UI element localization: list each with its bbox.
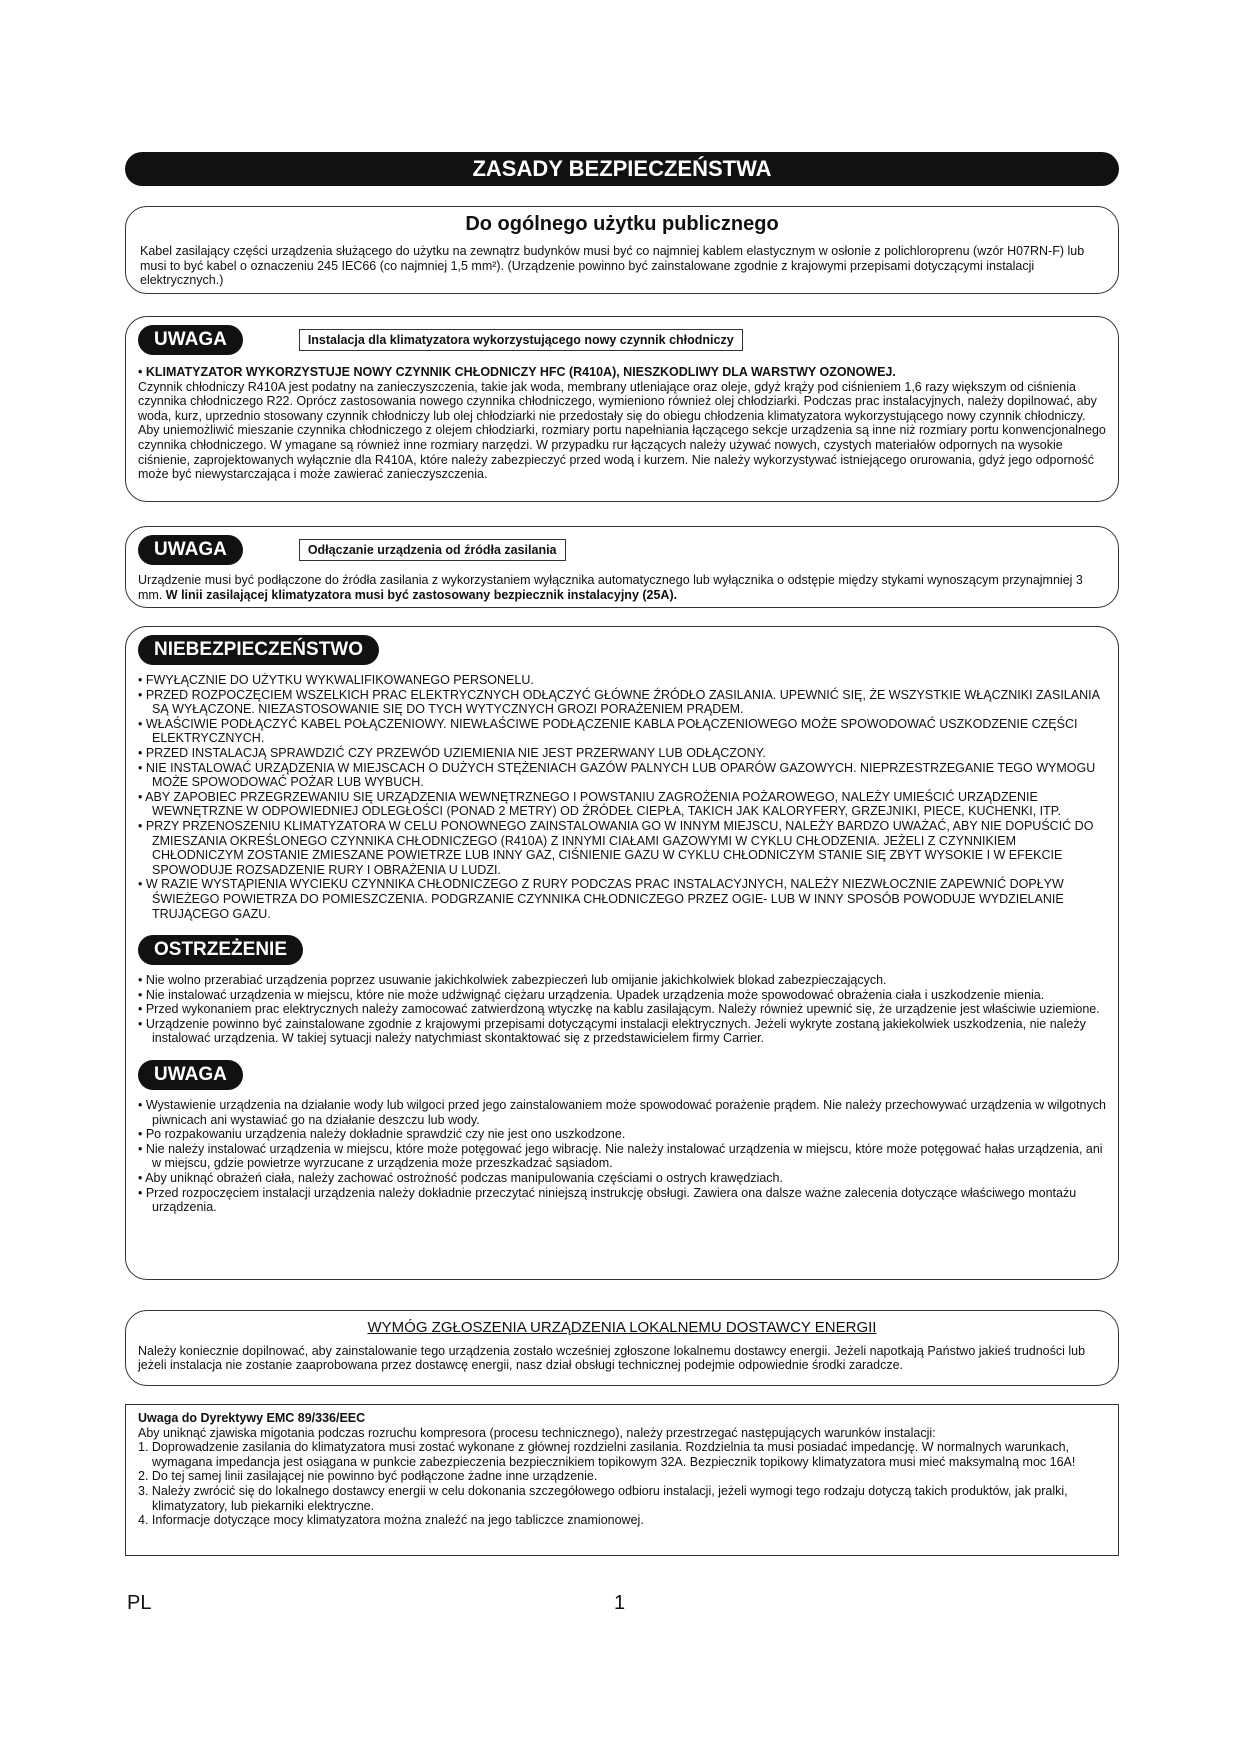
caution-headline: • KLIMATYZATOR WYKORZYSTUJE NOWY CZYNNIK CHŁODNICZY HFC (R410A), NIESZKODLIWY DLA WARSTWY OZONOWEJ.	[138, 365, 896, 379]
danger-item: • W RAZIE WYSTĄPIENIA WYCIEKU CZYNNIKA CHŁODNICZEGO Z RURY PODCZAS PRAC INSTALACYJNYCH, NALEŻY NIEZWŁOCZNIE ZAPEWNIĆ DOPŁYW ŚWIEŻEGO POWIETRZA DO POMIESZCZENIA. PODGRZANIE CZYNNIKA CHŁODNICZEGO PRZEZ OGIE- LUB W INNY SPOSÓB POWODUJE WYDZIELANIE TRUJĄCEGO GAZU.	[138, 877, 1064, 921]
caution-badge: UWAGA	[138, 535, 243, 565]
warning-list	[138, 973, 1106, 1046]
caution-text	[138, 573, 1106, 602]
caution-badge: UWAGA	[138, 325, 243, 355]
warning-badge: OSTRZEŻENIE	[138, 935, 303, 965]
caution-refrigerant-box	[125, 316, 1119, 502]
caution-item: • Po rozpakowaniu urządzenia należy dokładnie sprawdzić czy nie jest ono uszkodzone.	[138, 1127, 626, 1142]
caution-item: • Nie należy instalować urządzenia w miejscu, które może potęgować jego wibrację. Nie należy instalować urządzenia w miejscu, które może potęgować hałas urządzenia, ani w miejscu, gdzie powietrze wyrzucane z urządzenia może przeszkadzać sąsiadom.	[138, 1141, 1103, 1171]
emc-list	[138, 1440, 1106, 1528]
emc-item: 1. Doprowadzenie zasilania do klimatyzatora musi zostać wykonane z głównej rozdzielni zasilania. Rozdzielnia ta musi posiadać impedancję. W normalnych warunkach, wymagana impedancja jest osiągana w punkcie zabezpieczenia bezpiecznikiem topikowym 32A. Bezpiecznik topikowy klimatyzatora musi mieć maksymalną moc 16A!	[138, 1440, 1076, 1469]
warning-item: • Nie instalować urządzenia w miejscu, które nie może udźwignąć ciężaru urządzenia. Upadek urządzenia może spowodować obrażenia ciała i uszkodzenie mienia.	[138, 987, 1045, 1002]
caution-paragraph: Aby uniemożliwić mieszanie czynnika chłodniczego z olejem chłodziarki, rozmiary portu napełniania łączącego sekcje urządzenia są inne niż rozmiary portu konwencjonalnego czynnika chłodniczego. W ymagane są również inne rozmiary narzędzi. W przypadku rur łączących należy używać nowych, czystych materiałów odpornych na wysokie ciśnienie, zaprojektowanych wyłącznie dla R410A, które należy zabezpieczyć przed wodą i kurzem. Nie należy wykorzystywać istniejącego orurowania, gdyż jego odporność może być niewystarczająca i może zawierać zanieczyszczenia.	[138, 423, 1106, 482]
safety-box	[125, 626, 1119, 1280]
emc-item: 4. Informacje dotyczące mocy klimatyzatora można znaleźć na jego tabliczce znamionowej.	[138, 1513, 644, 1528]
caution-item: • Wystawienie urządzenia na działanie wody lub wilgoci przed jego zainstalowaniem może spowodować porażenie prądem. Nie należy przechowywać urządzenia w wilgotnych piwnicach ani wystawiać go na działanie deszczu lub wody.	[138, 1098, 1106, 1127]
general-use-title: Do ogólnego użytku publicznego	[465, 213, 779, 235]
warning-item: • Urządzenie powinno być zainstalowane zgodnie z krajowymi przepisami dotyczącymi instalacji elektrycznych. Jeżeli wykryte zostaną jakiekolwiek uszkodzenia, nie należy instalować urządzenia. W takiej sytuacji należy natychmiast skontaktować się z przedstawicielem firmy Carrier.	[138, 1016, 1086, 1046]
danger-item: • FWYŁĄCZNIE DO UŻYTKU WYKWALIFIKOWANEGO PERSONELU.	[138, 673, 534, 687]
energy-notice-title: WYMÓG ZGŁOSZENIA URZĄDZENIA LOKALNEMU DOSTAWCY ENERGII	[367, 1319, 877, 1336]
language-code: PL	[127, 1592, 152, 1614]
page-number: 1	[614, 1592, 626, 1614]
danger-list	[138, 673, 1106, 921]
danger-item: • PRZED INSTALACJĄ SPRAWDZIĆ CZY PRZEWÓD UZIEMIENIA NIE JEST PRZERWANY LUB ODŁĄCZONY.	[138, 745, 766, 760]
warning-item: • Przed wykonaniem prac elektrycznych należy zamocować zatwierdzoną wtyczkę na kablu zasilającym. Należy również upewnić się, że urządzenie jest właściwie uziemione.	[138, 1002, 1100, 1017]
general-use-box	[125, 206, 1119, 294]
caution-badge: UWAGA	[138, 1060, 243, 1090]
caution-text-normal: Urządzenie musi być podłączone do źródła zasilania z wykorzystaniem wyłącznika automatycznego lub wyłącznika o odstępie między stykami wynoszącym przynajmniej 3 mm.	[138, 573, 1083, 602]
caution-list	[138, 1098, 1106, 1215]
caution-power-box	[125, 526, 1119, 608]
danger-item: • WŁAŚCIWIE PODŁĄCZYĆ KABEL POŁĄCZENIOWY. NIEWŁAŚCIWE PODŁĄCZENIE KABLA POŁĄCZENIOWEGO MOŻE SPOWODOWAĆ USZKODZENIE CZĘŚCI ELEKTRYCZNYCH.	[138, 716, 1078, 746]
emc-item: 2. Do tej samej linii zasilającej nie powinno być podłączone żadne inne urządzenie.	[138, 1469, 598, 1484]
caution-tag: Odłączanie urządzenia od źródła zasilania	[299, 539, 566, 561]
danger-item: • PRZY PRZENOSZENIU KLIMATYZATORA W CELU PONOWNEGO ZAINSTALOWANIA GO W INNYM MIEJSCU, NALEŻY BARDZO UWAŻAĆ, ABY NIE DOPUŚCIĆ DO ZMIESZANIA OKREŚLONEGO CZYNNIKA CHŁODNICZEGO (R410A) Z INNYMI CIAŁAMI GAZOWYMI W CYKLU CHŁODZENIA. JEŻELI Z CZYNNIKIEM CHŁODNICZYM ZOSTANIE ZMIESZANE POWIETRZE LUB INNY GAZ, CIŚNIENIE GAZU W CYKLU CHŁODNICZYM STANIE SIĘ ZBYT WYSOKIE I W EFEKCIE SPOWODUJE ROZSADZENIE RURY I OBRAŻENIA U LUDZI.	[138, 818, 1094, 877]
energy-notice-text: Należy koniecznie dopilnować, aby zainstalowanie tego urządzenia zostało wcześniej zgłoszone lokalnemu dostawcy energii. Jeżeli napotkają Państwo jakieś trudności lub jeżeli instalacja nie zostanie zaaprobowana przez dostawcę energii, nasz dział obsługi technicznej podejmie odpowiednie środki zaradcze.	[138, 1343, 1086, 1373]
page-title: ZASADY BEZPIECZEŃSTWA	[125, 152, 1119, 186]
emc-item: 3. Należy zwrócić się do lokalnego dostawcy energii w celu dokonania szczegółowego odbioru instalacji, jeżeli wymogi tego rodzaju dotyczą takich produktów, jak pralki, klimatyzatory, lub piekarniki elektryczne.	[138, 1483, 1068, 1513]
danger-item: • ABY ZAPOBIEC PRZEGRZEWANIU SIĘ URZĄDZENIA WEWNĘTRZNEGO I POWSTANIU ZAGROŻENIA POŻAROWEGO, NALEŻY UMIEŚCIĆ URZĄDZENIE WEWNĘTRZNE W ODPOWIEDNIEJ ODLEGŁOŚCI (PONAD 2 METRY) OD ŹRÓDEŁ CIEPŁA, TAKICH JAK KALORYFERY, GRZEJNIKI, PIECE, KUCHENKI, ITP.	[138, 789, 1061, 819]
caution-text-bold: W linii zasilającej klimatyzatora musi być zastosowany bezpiecznik instalacyjny (25A).	[165, 587, 678, 602]
caution-item: • Aby uniknąć obrażeń ciała, należy zachować ostrożność podczas manipulowania częściami o ostrych krawędziach.	[138, 1171, 783, 1186]
warning-item: • Nie wolno przerabiać urządzenia poprzez usuwanie jakichkolwiek zabezpieczeń lub omijanie jakichkolwiek blokad zabezpieczających.	[138, 973, 887, 988]
emc-title: Uwaga do Dyrektywy EMC 89/336/EEC	[138, 1411, 366, 1425]
caution-item: • Przed rozpoczęciem instalacji urządzenia należy dokładnie przeczytać niniejszą instrukcję obsługi. Zawiera ona dalsze ważne zalecenia dotyczące właściwego montażu urządzenia.	[138, 1185, 1077, 1215]
emc-box	[125, 1404, 1119, 1556]
danger-badge: NIEBEZPIECZEŃSTWO	[138, 635, 379, 665]
general-use-text: Kabel zasilający części urządzenia służącego do użytku na zewnątrz budynków musi być co najmniej kablem elastycznym w osłonie z polichloroprenu (wzór H07RN-F) lub musi to być kabel o oznaczeniu 245 IEC66 (co najmniej 1,5 mm²). (Urządzenie powinno być zainstalowane zgodnie z krajowymi przepisami dotyczącymi instalacji elektrycznych.)	[140, 244, 1085, 288]
energy-notice-box	[125, 1310, 1119, 1386]
danger-item: • PRZED ROZPOCZĘCIEM WSZELKICH PRAC ELEKTRYCZNYCH ODŁĄCZYĆ GŁÓWNE ŹRÓDŁO ZASILANIA. UPEWNIĆ SIĘ, ŻE WSZYSTKIE WŁĄCZNIKI ZASILANIA SĄ WYŁĄCZONE. NIEZASTOSOWANIE SIĘ DO TYCH WYTYCZNYCH GROZI PORAŻENIEM PRĄDEM.	[138, 687, 1100, 717]
caution-paragraph: Czynnik chłodniczy R410A jest podatny na zanieczyszczenia, takie jak woda, membrany utleniające oraz oleje, gdyż krąży pod ciśnieniem 1,6 razy większym od ciśnienia czynnika chłodniczego R22. Oprócz zastosowania nowego czynnika chłodniczego, wymieniono również olej chłodziarki. Podczas prac instalacyjnych, należy dopilnować, aby woda, kurz, uprzednio stosowany czynnik chłodniczy lub olej chłodziarki nie przedostały się do obiegu chłodzenia klimatyzatora wykorzystującego nowy czynnik chłodniczy.	[138, 379, 1097, 423]
caution-tag: Instalacja dla klimatyzatora wykorzystującego nowy czynnik chłodniczy	[299, 329, 743, 351]
emc-intro: Aby uniknąć zjawiska migotania podczas rozruchu kompresora (procesu technicznego), należy przestrzegać następujących warunków instalacji:	[138, 1425, 936, 1440]
danger-item: • NIE INSTALOWAĆ URZĄDZENIA W MIEJSCACH O DUŻYCH STĘŻENIACH GAZÓW PALNYCH LUB OPARÓW GAZOWYCH. NIEPRZESTRZEGANIE TEGO WYMOGU MOŻE SPOWODOWAĆ POŻAR LUB WYBUCH.	[138, 760, 1096, 790]
